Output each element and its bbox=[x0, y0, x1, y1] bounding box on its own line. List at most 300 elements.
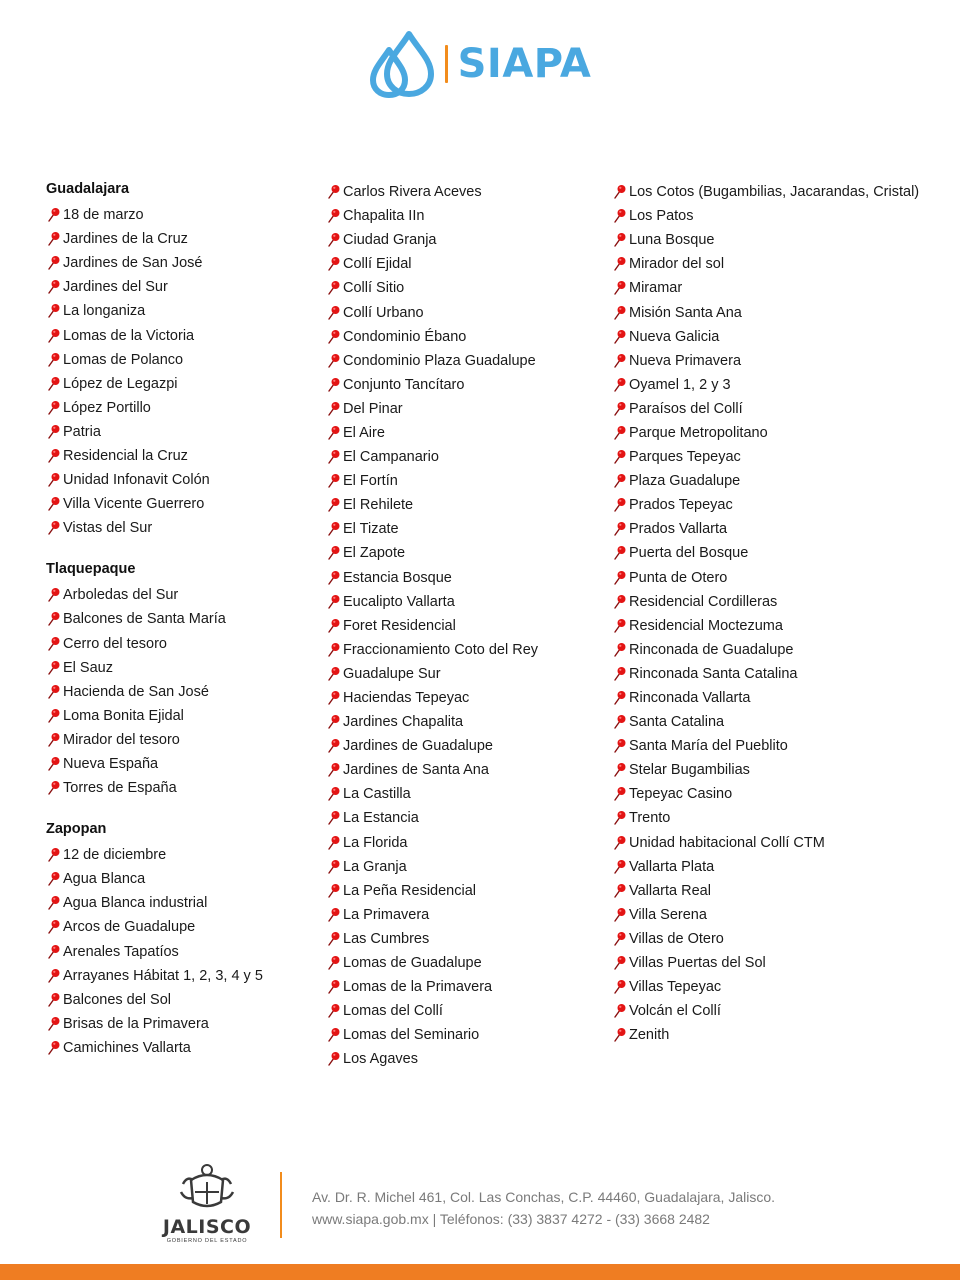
neighborhood-item bbox=[612, 445, 952, 469]
neighborhood-item bbox=[326, 421, 606, 445]
map-pin-icon bbox=[612, 256, 628, 272]
map-pin-icon bbox=[46, 636, 62, 652]
map-pin-icon bbox=[46, 756, 62, 772]
neighborhood-name: Villas Tepeyac bbox=[629, 979, 722, 996]
neighborhood-name: Carlos Rivera Aceves bbox=[343, 184, 482, 201]
municipality-group bbox=[612, 180, 952, 1047]
map-pin-icon bbox=[46, 255, 62, 271]
municipality-group bbox=[46, 180, 306, 540]
neighborhood-item bbox=[612, 831, 952, 855]
neighborhood-item bbox=[326, 541, 606, 565]
map-pin-icon bbox=[612, 280, 628, 296]
municipality-heading: Zapopan bbox=[46, 821, 107, 838]
neighborhood-item bbox=[326, 180, 606, 204]
neighborhood-item bbox=[612, 975, 952, 999]
neighborhood-item bbox=[326, 397, 606, 421]
neighborhood-list bbox=[46, 203, 306, 540]
map-pin-icon bbox=[326, 280, 342, 296]
neighborhood-item bbox=[612, 903, 952, 927]
map-pin-icon bbox=[612, 377, 628, 393]
map-pin-icon bbox=[46, 968, 62, 984]
neighborhood-name: Vistas del Sur bbox=[63, 520, 153, 537]
neighborhood-item bbox=[326, 517, 606, 541]
neighborhood-item bbox=[46, 728, 306, 752]
neighborhood-name: Condominio Ébano bbox=[343, 328, 467, 345]
map-pin-icon bbox=[612, 232, 628, 248]
neighborhood-item bbox=[326, 782, 606, 806]
neighborhood-item bbox=[326, 469, 606, 493]
neighborhood-name: La Castilla bbox=[343, 786, 411, 803]
neighborhood-name: Oyamel 1, 2 y 3 bbox=[629, 376, 731, 393]
map-pin-icon bbox=[612, 425, 628, 441]
map-pin-icon bbox=[612, 353, 628, 369]
neighborhood-name: Hacienda de San José bbox=[63, 683, 209, 700]
neighborhood-name: Zenith bbox=[629, 1027, 670, 1044]
neighborhood-name: La Estancia bbox=[343, 810, 419, 827]
neighborhood-item bbox=[46, 964, 306, 988]
neighborhood-item bbox=[326, 493, 606, 517]
neighborhood-name: Nueva Galicia bbox=[629, 328, 720, 345]
neighborhood-item bbox=[326, 951, 606, 975]
map-pin-icon bbox=[612, 208, 628, 224]
neighborhood-item bbox=[326, 638, 606, 662]
map-pin-icon bbox=[326, 762, 342, 778]
water-drops-icon bbox=[369, 30, 435, 98]
siapa-logo bbox=[369, 30, 592, 98]
neighborhood-name: Patria bbox=[63, 423, 101, 440]
neighborhood-name: El Rehilete bbox=[343, 497, 414, 514]
brand-name: SIAPA bbox=[457, 41, 592, 87]
neighborhood-name: Condominio Plaza Guadalupe bbox=[343, 352, 536, 369]
map-pin-icon bbox=[46, 1040, 62, 1056]
neighborhood-item bbox=[46, 227, 306, 251]
map-pin-icon bbox=[326, 666, 342, 682]
municipality-heading: Tlaquepaque bbox=[46, 561, 136, 578]
neighborhood-name: Miramar bbox=[629, 280, 683, 297]
neighborhood-name: Trento bbox=[629, 810, 671, 827]
map-pin-icon bbox=[326, 449, 342, 465]
map-pin-icon bbox=[612, 738, 628, 754]
neighborhood-item bbox=[326, 1047, 606, 1071]
neighborhood-name: Prados Vallarta bbox=[629, 521, 728, 538]
map-pin-icon bbox=[326, 401, 342, 417]
map-pin-icon bbox=[612, 883, 628, 899]
map-pin-icon bbox=[326, 184, 342, 200]
neighborhood-name: Santa Catalina bbox=[629, 714, 725, 731]
neighborhood-item bbox=[326, 999, 606, 1023]
map-pin-icon bbox=[46, 895, 62, 911]
map-pin-icon bbox=[326, 521, 342, 537]
map-pin-icon bbox=[46, 520, 62, 536]
neighborhood-item bbox=[326, 349, 606, 373]
neighborhood-item bbox=[612, 204, 952, 228]
neighborhood-name: 18 de marzo bbox=[63, 207, 144, 224]
neighborhood-item bbox=[612, 397, 952, 421]
neighborhood-name: Camichines Vallarta bbox=[63, 1039, 191, 1056]
neighborhood-item bbox=[326, 806, 606, 830]
map-pin-icon bbox=[46, 944, 62, 960]
neighborhood-item bbox=[46, 468, 306, 492]
neighborhood-item bbox=[46, 251, 306, 275]
neighborhood-item bbox=[46, 1036, 306, 1060]
neighborhood-name: El Sauz bbox=[63, 659, 113, 676]
map-pin-icon bbox=[46, 847, 62, 863]
neighborhood-name: Residencial Cordilleras bbox=[629, 593, 778, 610]
neighborhood-name: El Fortín bbox=[343, 473, 398, 490]
crest-subtitle: GOBIERNO DEL ESTADO bbox=[166, 1238, 248, 1244]
neighborhood-name: Lomas del Seminario bbox=[343, 1027, 480, 1044]
neighborhood-name: Haciendas Tepeyac bbox=[343, 690, 470, 707]
neighborhood-name: La longaniza bbox=[63, 303, 146, 320]
neighborhood-item bbox=[612, 180, 952, 204]
map-pin-icon bbox=[612, 666, 628, 682]
neighborhood-item bbox=[326, 373, 606, 397]
neighborhood-name: Guadalupe Sur bbox=[343, 665, 441, 682]
neighborhood-name: Rinconada Vallarta bbox=[629, 690, 751, 707]
map-pin-icon bbox=[612, 979, 628, 995]
neighborhood-name: Balcones del Sol bbox=[63, 991, 172, 1008]
neighborhood-name: Las Cumbres bbox=[343, 930, 430, 947]
neighborhood-item bbox=[612, 927, 952, 951]
map-pin-icon bbox=[612, 690, 628, 706]
neighborhood-item bbox=[46, 776, 306, 800]
map-pin-icon bbox=[46, 732, 62, 748]
neighborhood-name: Unidad habitacional Collí CTM bbox=[629, 834, 825, 851]
map-pin-icon bbox=[612, 931, 628, 947]
map-pin-icon bbox=[612, 955, 628, 971]
neighborhood-name: López Portillo bbox=[63, 399, 151, 416]
neighborhood-item bbox=[46, 583, 306, 607]
map-pin-icon bbox=[46, 1016, 62, 1032]
neighborhood-name: El Aire bbox=[343, 424, 385, 441]
neighborhood-name: Nueva Primavera bbox=[629, 352, 742, 369]
neighborhood-name: Foret Residencial bbox=[343, 617, 456, 634]
map-pin-icon bbox=[326, 979, 342, 995]
neighborhood-item bbox=[612, 782, 952, 806]
neighborhood-name: Del Pinar bbox=[343, 400, 403, 417]
neighborhood-item bbox=[612, 541, 952, 565]
map-pin-icon bbox=[326, 714, 342, 730]
neighborhood-item bbox=[46, 420, 306, 444]
crest-name: JALISCO bbox=[162, 1216, 252, 1238]
neighborhood-item bbox=[612, 999, 952, 1023]
neighborhood-name: Parques Tepeyac bbox=[629, 449, 741, 466]
map-pin-icon bbox=[46, 919, 62, 935]
map-pin-icon bbox=[612, 1003, 628, 1019]
neighborhood-item bbox=[612, 638, 952, 662]
neighborhood-item bbox=[326, 276, 606, 300]
neighborhood-item bbox=[46, 656, 306, 680]
neighborhood-name: La Primavera bbox=[343, 906, 430, 923]
map-pin-icon bbox=[46, 303, 62, 319]
map-pin-icon bbox=[326, 570, 342, 586]
neighborhood-item bbox=[612, 349, 952, 373]
map-pin-icon bbox=[326, 618, 342, 634]
neighborhood-item bbox=[46, 275, 306, 299]
neighborhood-name: Eucalipto Vallarta bbox=[343, 593, 455, 610]
map-pin-icon bbox=[46, 400, 62, 416]
neighborhood-item bbox=[612, 590, 952, 614]
neighborhood-name: Brisas de la Primavera bbox=[63, 1015, 209, 1032]
neighborhood-name: Santa María del Pueblito bbox=[629, 738, 788, 755]
neighborhood-name: Loma Bonita Ejidal bbox=[63, 707, 184, 724]
map-pin-icon bbox=[612, 642, 628, 658]
neighborhood-name: Lomas de la Primavera bbox=[343, 979, 493, 996]
neighborhood-name: 12 de diciembre bbox=[63, 847, 167, 864]
neighborhood-name: Lomas del Collí bbox=[343, 1003, 443, 1020]
neighborhood-name: Residencial Moctezuma bbox=[629, 617, 783, 634]
neighborhood-name: Balcones de Santa María bbox=[63, 611, 226, 628]
neighborhood-name: Volcán el Collí bbox=[629, 1003, 721, 1020]
neighborhood-item bbox=[326, 855, 606, 879]
municipality-heading: Guadalajara bbox=[46, 181, 130, 197]
map-pin-icon bbox=[326, 594, 342, 610]
neighborhood-item bbox=[612, 493, 952, 517]
neighborhood-name: Estancia Bosque bbox=[343, 569, 452, 586]
neighborhood-item bbox=[326, 566, 606, 590]
neighborhood-item bbox=[612, 879, 952, 903]
map-pin-icon bbox=[612, 618, 628, 634]
neighborhood-item bbox=[612, 734, 952, 758]
map-pin-icon bbox=[326, 425, 342, 441]
neighborhood-name: Jardines de Santa Ana bbox=[343, 762, 489, 779]
neighborhood-name: Los Cotos (Bugambilias, Jacarandas, Cristal) bbox=[629, 184, 920, 201]
neighborhood-name: El Tizate bbox=[343, 521, 399, 538]
neighborhood-list bbox=[46, 583, 306, 800]
neighborhood-name: Misión Santa Ana bbox=[629, 304, 742, 321]
neighborhood-name: Plaza Guadalupe bbox=[629, 473, 741, 490]
municipality-group bbox=[46, 560, 306, 800]
neighborhood-name: López de Legazpi bbox=[63, 375, 178, 392]
neighborhood-item bbox=[46, 323, 306, 347]
neighborhood-item bbox=[326, 204, 606, 228]
map-pin-icon bbox=[326, 473, 342, 489]
map-pin-icon bbox=[612, 594, 628, 610]
neighborhood-name: Jardines de Guadalupe bbox=[343, 738, 493, 755]
neighborhood-item bbox=[612, 758, 952, 782]
neighborhood-item bbox=[326, 927, 606, 951]
map-pin-icon bbox=[46, 660, 62, 676]
map-pin-icon bbox=[46, 611, 62, 627]
map-pin-icon bbox=[612, 810, 628, 826]
neighborhood-item bbox=[612, 300, 952, 324]
neighborhood-item bbox=[46, 940, 306, 964]
map-pin-icon bbox=[326, 642, 342, 658]
map-pin-icon bbox=[46, 424, 62, 440]
map-pin-icon bbox=[46, 684, 62, 700]
neighborhood-item bbox=[612, 855, 952, 879]
neighborhood-item bbox=[326, 300, 606, 324]
contact-line: www.siapa.gob.mx | Teléfonos: (33) 3837 4272 - (33) 3668 2482 bbox=[312, 1211, 710, 1227]
neighborhood-item bbox=[46, 988, 306, 1012]
neighborhood-item bbox=[46, 843, 306, 867]
map-pin-icon bbox=[46, 587, 62, 603]
neighborhood-item bbox=[326, 734, 606, 758]
neighborhood-item bbox=[46, 492, 306, 516]
neighborhood-item bbox=[46, 752, 306, 776]
neighborhood-name: Jardines del Sur bbox=[63, 279, 168, 296]
column-2 bbox=[326, 180, 606, 1071]
map-pin-icon bbox=[46, 708, 62, 724]
neighborhood-list bbox=[612, 180, 952, 1047]
neighborhood-item bbox=[612, 228, 952, 252]
neighborhood-name: Mirador del sol bbox=[629, 256, 725, 273]
neighborhood-name: Jardines de la Cruz bbox=[63, 231, 188, 248]
neighborhood-item bbox=[326, 686, 606, 710]
neighborhood-name: Lomas de Guadalupe bbox=[343, 955, 482, 972]
map-pin-icon bbox=[326, 786, 342, 802]
neighborhood-item bbox=[46, 704, 306, 728]
map-pin-icon bbox=[326, 232, 342, 248]
neighborhood-name: La Granja bbox=[343, 858, 407, 875]
neighborhood-item bbox=[612, 662, 952, 686]
neighborhood-item bbox=[612, 614, 952, 638]
neighborhood-name: Parque Metropolitano bbox=[629, 424, 768, 441]
neighborhood-item bbox=[46, 203, 306, 227]
neighborhood-item bbox=[46, 372, 306, 396]
neighborhood-name: Los Patos bbox=[629, 208, 694, 225]
map-pin-icon bbox=[612, 786, 628, 802]
neighborhood-name: La Florida bbox=[343, 834, 408, 851]
neighborhood-item bbox=[46, 680, 306, 704]
logo-divider bbox=[445, 45, 448, 83]
map-pin-icon bbox=[326, 883, 342, 899]
map-pin-icon bbox=[326, 377, 342, 393]
column-3 bbox=[612, 180, 952, 1047]
column-1 bbox=[46, 180, 306, 1060]
map-pin-icon bbox=[46, 448, 62, 464]
neighborhood-name: Cerro del tesoro bbox=[63, 635, 167, 652]
map-pin-icon bbox=[46, 472, 62, 488]
page-header bbox=[0, 26, 960, 102]
neighborhood-name: Villa Serena bbox=[629, 906, 707, 923]
neighborhood-name: Prados Tepeyac bbox=[629, 497, 733, 514]
map-pin-icon bbox=[46, 376, 62, 392]
neighborhood-name: Luna Bosque bbox=[629, 232, 715, 249]
map-pin-icon bbox=[326, 329, 342, 345]
coat-of-arms-icon bbox=[177, 1162, 237, 1212]
map-pin-icon bbox=[612, 570, 628, 586]
neighborhood-name: Villas Puertas del Sol bbox=[629, 955, 766, 972]
map-pin-icon bbox=[612, 305, 628, 321]
neighborhood-item bbox=[46, 915, 306, 939]
neighborhood-item bbox=[326, 445, 606, 469]
map-pin-icon bbox=[326, 208, 342, 224]
neighborhood-item bbox=[326, 590, 606, 614]
neighborhood-name: Conjunto Tancítaro bbox=[343, 376, 465, 393]
neighborhood-item bbox=[46, 867, 306, 891]
neighborhood-name: Fraccionamiento Coto del Rey bbox=[343, 641, 539, 658]
neighborhood-item bbox=[612, 1023, 952, 1047]
map-pin-icon bbox=[612, 329, 628, 345]
map-pin-icon bbox=[46, 207, 62, 223]
neighborhood-item bbox=[326, 325, 606, 349]
neighborhood-name: Residencial la Cruz bbox=[63, 447, 188, 464]
neighborhood-name: Chapalita IIn bbox=[343, 208, 425, 225]
neighborhood-item bbox=[326, 228, 606, 252]
map-pin-icon bbox=[612, 714, 628, 730]
map-pin-icon bbox=[326, 256, 342, 272]
map-pin-icon bbox=[612, 184, 628, 200]
map-pin-icon bbox=[326, 1003, 342, 1019]
map-pin-icon bbox=[326, 907, 342, 923]
neighborhood-name: Lomas de la Victoria bbox=[63, 327, 195, 344]
map-pin-icon bbox=[46, 871, 62, 887]
neighborhood-name: Arboledas del Sur bbox=[63, 587, 179, 604]
map-pin-icon bbox=[326, 955, 342, 971]
map-pin-icon bbox=[326, 305, 342, 321]
map-pin-icon bbox=[46, 328, 62, 344]
map-pin-icon bbox=[326, 931, 342, 947]
neighborhood-item bbox=[46, 891, 306, 915]
neighborhood-item bbox=[46, 607, 306, 631]
neighborhood-item bbox=[326, 662, 606, 686]
neighborhood-item bbox=[326, 879, 606, 903]
neighborhood-item bbox=[612, 566, 952, 590]
neighborhood-item bbox=[46, 299, 306, 323]
map-pin-icon bbox=[326, 810, 342, 826]
neighborhood-name: Rinconada Santa Catalina bbox=[629, 665, 798, 682]
neighborhood-name: Torres de España bbox=[63, 780, 177, 797]
neighborhood-name: Vallarta Plata bbox=[629, 858, 715, 875]
map-pin-icon bbox=[612, 401, 628, 417]
neighborhood-item bbox=[612, 373, 952, 397]
municipality-group bbox=[46, 820, 306, 1060]
map-pin-icon bbox=[612, 835, 628, 851]
neighborhood-name: Arenales Tapatíos bbox=[63, 943, 179, 960]
map-pin-icon bbox=[612, 859, 628, 875]
neighborhood-item bbox=[326, 903, 606, 927]
neighborhood-item bbox=[612, 517, 952, 541]
neighborhood-name: Stelar Bugambilias bbox=[629, 762, 750, 779]
map-pin-icon bbox=[46, 992, 62, 1008]
map-pin-icon bbox=[46, 496, 62, 512]
neighborhood-item bbox=[326, 710, 606, 734]
neighborhood-name: Mirador del tesoro bbox=[63, 731, 180, 748]
neighborhood-name: Collí Urbano bbox=[343, 304, 424, 321]
neighborhood-item bbox=[326, 975, 606, 999]
neighborhood-name: Arrayanes Hábitat 1, 2, 3, 4 y 5 bbox=[63, 967, 263, 984]
neighborhood-name: Ciudad Granja bbox=[343, 232, 437, 249]
map-pin-icon bbox=[612, 497, 628, 513]
neighborhood-item bbox=[326, 1023, 606, 1047]
neighborhood-name: Jardines Chapalita bbox=[343, 714, 464, 731]
neighborhood-name: Tepeyac Casino bbox=[629, 786, 733, 803]
map-pin-icon bbox=[612, 907, 628, 923]
neighborhood-name: Unidad Infonavit Colón bbox=[63, 472, 210, 489]
neighborhood-item bbox=[46, 348, 306, 372]
neighborhood-item bbox=[46, 444, 306, 468]
neighborhood-item bbox=[46, 396, 306, 420]
map-pin-icon bbox=[612, 521, 628, 537]
neighborhood-item bbox=[612, 951, 952, 975]
neighborhood-name: Agua Blanca bbox=[63, 871, 146, 888]
neighborhood-item bbox=[326, 252, 606, 276]
neighborhood-name: Jardines de San José bbox=[63, 255, 203, 272]
neighborhood-item bbox=[326, 831, 606, 855]
neighborhood-name: Agua Blanca industrial bbox=[63, 895, 208, 912]
map-pin-icon bbox=[326, 1051, 342, 1067]
address-line: Av. Dr. R. Michel 461, Col. Las Conchas, C.P. 44460, Guadalajara, Jalisco. bbox=[312, 1189, 776, 1205]
map-pin-icon bbox=[326, 835, 342, 851]
map-pin-icon bbox=[326, 545, 342, 561]
neighborhood-name: Vallarta Real bbox=[629, 882, 711, 899]
neighborhood-name: Collí Ejidal bbox=[343, 256, 412, 273]
bottom-accent-bar bbox=[0, 1264, 960, 1280]
neighborhood-name: El Campanario bbox=[343, 449, 439, 466]
neighborhood-item bbox=[46, 1012, 306, 1036]
map-pin-icon bbox=[612, 545, 628, 561]
